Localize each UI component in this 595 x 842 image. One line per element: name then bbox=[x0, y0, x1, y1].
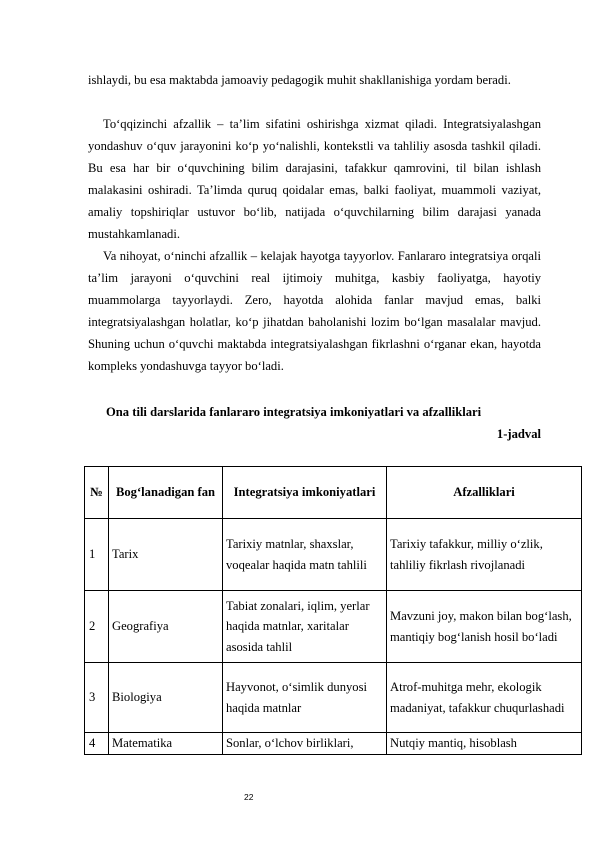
paragraph-continuation: ishlaydi, bu esa maktabda jamoaviy pedagogik muhit shakllanishiga yordam beradi. bbox=[88, 73, 511, 87]
header-integration: Integratsiya imkoniyatlari bbox=[223, 467, 387, 519]
table-row bbox=[85, 591, 582, 663]
row-advantages: Tarixiy tafakkur, milliy o‘zlik, tahliliy fikrlash rivojlanadi bbox=[387, 519, 582, 591]
table-title: Ona tili darslarida fanlararo integratsiya imkoniyatlari va afzalliklari bbox=[106, 405, 482, 419]
page-number: 22 bbox=[244, 792, 254, 802]
table-number: 1-jadval bbox=[496, 427, 541, 441]
header-number: № bbox=[85, 467, 109, 519]
row-number: 3 bbox=[85, 663, 109, 733]
row-advantages: Mavzuni joy, makon bilan bog‘lash, mantiqiy bog‘lanish hosil bo‘ladi bbox=[387, 591, 582, 663]
row-subject: Matematika bbox=[109, 733, 223, 755]
row-subject: Biologiya bbox=[109, 663, 223, 733]
row-subject: Geografiya bbox=[109, 591, 223, 663]
table-row bbox=[85, 519, 582, 591]
table-header-row bbox=[85, 467, 582, 519]
paragraph-ninth-advantage: To‘qqizinchi afzallik – ta’lim sifatini oshirishga xizmat qiladi. Integratsiyalashgan yondashuv o‘quv jarayonini ko‘p yo‘nalishli, kontekstli va tahliliy asosda tashkil qiladi. Bu esa har bir o‘quvchining bilim darajasini, tafakkur qamrovini, til bilan ishlash malakasini oshiradi. Ta’limda quruq qoidalar emas, balki faoliyat, muammoli vaziyat, amaliy topshiriqlar ustuvor bo‘lib, natijada o‘quvchilarning bilim darajasi yanada mustahkamlanadi. bbox=[88, 117, 541, 242]
row-subject: Tarix bbox=[109, 519, 223, 591]
row-advantages: Nutqiy mantiq, hisoblash bbox=[387, 733, 582, 755]
row-integration: Tarixiy matnlar, shaxslar, voqealar haqida matn tahlili bbox=[223, 519, 387, 591]
row-integration: Hayvonot, o‘simlik dunyosi haqida matnlar bbox=[223, 663, 387, 733]
row-advantages: Atrof-muhitga mehr, ekologik madaniyat, tafakkur chuqurlashadi bbox=[387, 663, 582, 733]
row-integration: Tabiat zonalari, iqlim, yerlar haqida matnlar, xaritalar asosida tahlil bbox=[223, 591, 387, 663]
paragraph-tenth-advantage: Va nihoyat, o‘ninchi afzallik – kelajak hayotga tayyorlov. Fanlararo integratsiya orqali ta’lim jarayoni o‘quvchini real ijtimoiy muhitga, kasbiy faoliyatga, hayotiy muammolarga tayyorlaydi. Zero, hayotda alohida fanlar mavjud emas, balki integratsiyalashgan holatlar, ko‘p jihatdan baholanishi lozim bo‘lgan masalalar mavjud. Shuning uchun o‘quvchi maktabda integratsiyalashgan fikrlashni o‘rganar ekan, hayotda kompleks yondashuvga tayyor bo‘ladi. bbox=[88, 249, 541, 374]
integration-table bbox=[84, 466, 582, 755]
row-number: 2 bbox=[85, 591, 109, 663]
table-row bbox=[85, 733, 582, 755]
table-row bbox=[85, 663, 582, 733]
row-number: 1 bbox=[85, 519, 109, 591]
row-number: 4 bbox=[85, 733, 109, 755]
header-advantages: Afzalliklari bbox=[387, 467, 582, 519]
header-subject: Bog‘lanadigan fan bbox=[109, 467, 223, 519]
row-integration: Sonlar, o‘lchov birliklari, bbox=[223, 733, 387, 755]
